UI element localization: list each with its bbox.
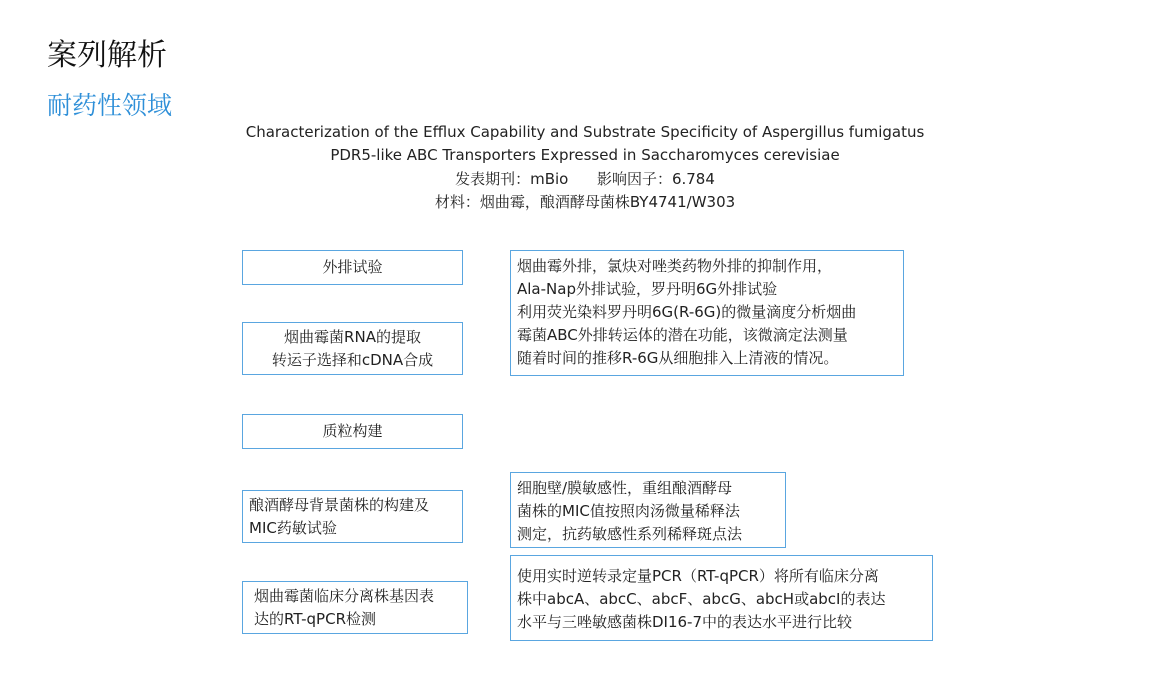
step-box-rt-qpcr [242,581,468,634]
paper-info [150,121,1020,215]
step-label: 烟曲霉菌RNA的提取 [284,327,421,346]
page-title: 案列解析 [47,38,167,73]
detail-line: 随着时间的推移R-6G从细胞排入上清液的情况。 [517,349,839,367]
detail-line: 测定，抗药敏感性系列稀释斑点法 [517,525,743,543]
step-label: MIC药敏试验 [249,518,337,537]
detail-line: 株中abcA、abcC、abcF、abcG、abcH或abcI的表达 [517,590,886,608]
step-box-plasmid-construction [242,414,463,449]
detail-line: 菌株的MIC值按照肉汤微量稀释法 [517,502,740,520]
step-label: 转运子选择和cDNA合成 [271,350,434,369]
step-box-rna-extraction [242,322,463,375]
step-label: 达的RT-qPCR检测 [254,609,376,628]
step-label: 外排试验 [322,258,383,276]
detail-line: 细胞壁/膜敏感性，重组酿酒酵母 [517,479,733,497]
detail-box-efflux [510,250,904,376]
materials: 材料：烟曲霉，酿酒酵母菌株BY4741/W303 [434,193,736,212]
detail-box-susceptibility [510,472,786,548]
detail-line: Ala-Nap外排试验，罗丹明6G外排试验 [517,280,778,298]
detail-line: 使用实时逆转录定量PCR（RT-qPCR）将所有临床分离 [517,567,879,585]
page-subtitle: 耐药性领域 [47,91,173,120]
journal-impact-factor: 发表期刊：mBio 影响因子：6.784 [455,169,715,188]
step-label: 酿酒酵母背景菌株的构建及 [249,495,430,514]
detail-line: 霉菌ABC外排转运体的潜在功能，该微滴定法测量 [517,326,848,344]
detail-line: 利用荧光染料罗丹明6G(R-6G)的微量滴度分析烟曲 [517,303,857,321]
step-box-efflux-assay [242,250,463,285]
detail-line: 烟曲霉外排，氯炔对唑类药物外排的抑制作用， [517,257,833,275]
detail-box-rt-qpcr [510,555,933,641]
step-box-yeast-strain-mic [242,490,463,543]
step-label: 质粒构建 [322,422,383,440]
paper-title-line-1: Characterization of the Efflux Capability and Substrate Specificity of Aspergillus fumigatus [245,123,925,141]
paper-title-line-2: PDR5-like ABC Transporters Expressed in Saccharomyces cerevisiae [330,146,840,165]
step-label: 烟曲霉菌临床分离株基因表 [254,586,435,605]
detail-line: 水平与三唑敏感菌株DI16-7中的表达水平进行比较 [517,613,853,631]
